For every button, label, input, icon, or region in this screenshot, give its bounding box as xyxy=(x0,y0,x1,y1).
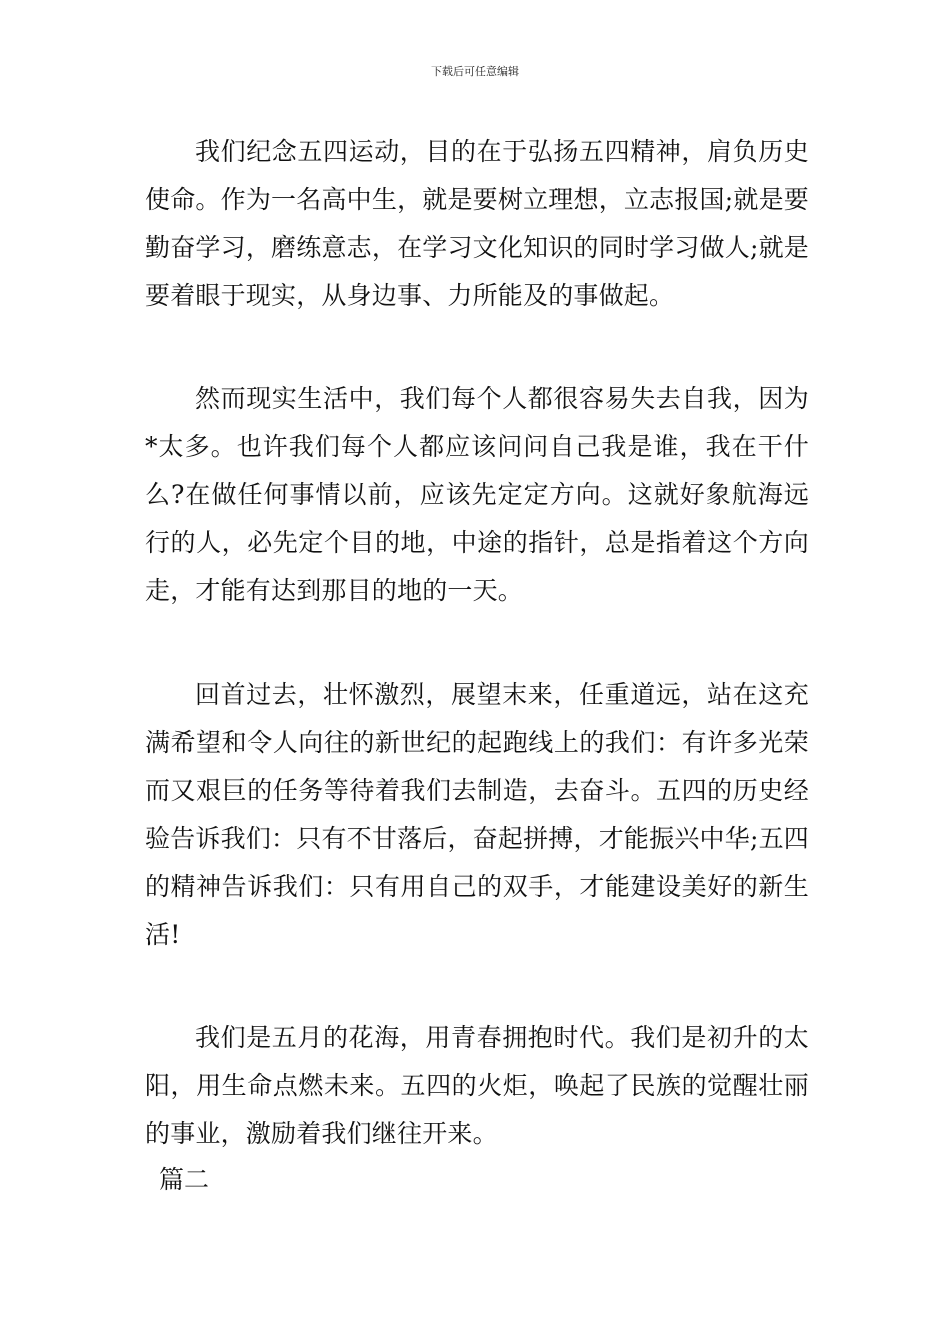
paragraph-2: 然而现实生活中，我们每个人都很容易失去自我，因为*太多。也许我们每个人都应该问问自己我是谁，我在干什么?在做任何事情以前，应该先定定方向。这就好象航海远行的人，必先定个目的地，中途的指针，总是指着这个方向走，才能有达到那目的地的一天。 xyxy=(145,384,809,605)
paragraph-1: 我们纪念五四运动，目的在于弘扬五四精神，肩负历史使命。作为一名高中生，就是要树立理想，立志报国;就是要勤奋学习，磨练意志，在学习文化知识的同时学习做人;就是要着眼于现实，从身边事、力所能及的事做起。 xyxy=(145,137,809,310)
page-header: 下载后可任意编辑 xyxy=(431,65,519,78)
paragraph-4: 我们是五月的花海，用青春拥抱时代。我们是初升的太阳，用生命点燃未来。五四的火炬，唤起了民族的觉醒壮丽的事业，激励着我们继往开来。 xyxy=(145,1023,809,1148)
document-body xyxy=(145,128,809,1202)
section-title: 篇二 xyxy=(159,1165,210,1194)
paragraph-3: 回首过去，壮怀激烈，展望末来，任重道远，站在这充满希望和令人向往的新世纪的起跑线上的我们：有许多光荣而又艰巨的任务等待着我们去制造，去奋斗。五四的历史经验告诉我们：只有不甘落后，奋起拼搏，才能振兴中华;五四的精神告诉我们：只有用自己的双手，才能建设美好的新生活! xyxy=(145,680,809,949)
